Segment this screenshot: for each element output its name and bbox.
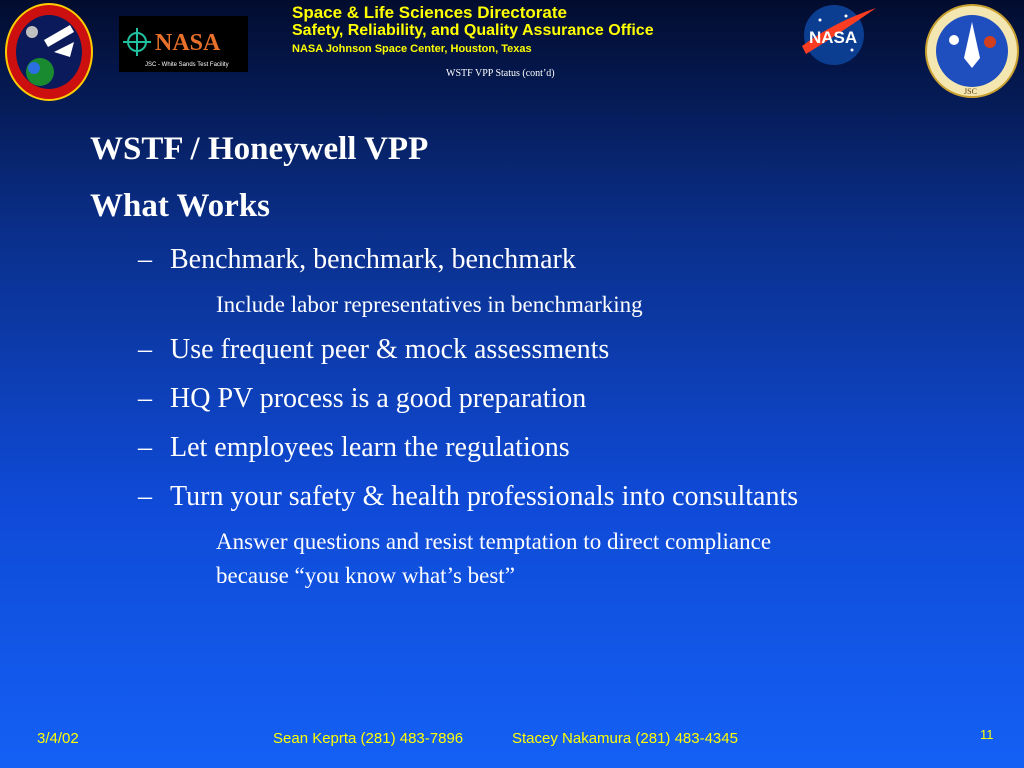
wstf-logo-text: NASA bbox=[155, 30, 221, 56]
bullet-item bbox=[138, 481, 798, 513]
bullet-text: Use frequent peer & mock assessments bbox=[170, 334, 610, 365]
bullet-text: Let employees learn the regulations bbox=[170, 432, 570, 463]
sr-qa-patch-icon bbox=[4, 2, 94, 102]
bullet-item bbox=[138, 334, 609, 366]
bullet-text: Benchmark, benchmark, benchmark bbox=[170, 244, 576, 275]
footer-contact-nakamura: Stacey Nakamura (281) 483-4345 bbox=[512, 730, 738, 747]
page-number: 11 bbox=[980, 727, 994, 742]
jsc-seal-icon bbox=[924, 2, 1020, 100]
heading-wstf-honeywell-vpp: WSTF / Honeywell VPP bbox=[90, 131, 429, 167]
wstf-logo-icon bbox=[119, 16, 248, 72]
nasa-logo-text: NASA bbox=[809, 28, 858, 47]
bullet-item bbox=[138, 244, 576, 276]
slide-subtitle: WSTF VPP Status (cont’d) bbox=[446, 68, 555, 79]
sub-bullet-item: Answer questions and resist temptation to direct compliance bbox=[216, 529, 772, 554]
org-line1: Space & Life Sciences Directorate bbox=[292, 3, 567, 22]
footer-contact-keprta: Sean Keprta (281) 483-7896 bbox=[273, 730, 464, 747]
bullet-dash: – bbox=[138, 432, 152, 463]
wstf-logo-subtext: JSC - White Sands Test Facility bbox=[145, 62, 229, 68]
bullet-dash: – bbox=[138, 334, 152, 365]
bullet-text: HQ PV process is a good preparation bbox=[170, 383, 587, 414]
org-line2: Safety, Reliability, and Quality Assurance Office bbox=[292, 22, 654, 39]
bullet-dash: – bbox=[138, 383, 152, 414]
bullet-dash: – bbox=[138, 244, 152, 275]
bullet-text: Turn your safety & health professionals into consultants bbox=[170, 481, 799, 512]
org-line3: NASA Johnson Space Center, Houston, Texas bbox=[292, 43, 532, 55]
nasa-meatball-icon bbox=[798, 2, 880, 68]
jsc-logo-text: JSC bbox=[964, 87, 977, 96]
heading-what-works: What Works bbox=[90, 188, 271, 224]
bullet-item bbox=[138, 383, 586, 415]
bullet-dash: – bbox=[138, 481, 152, 512]
sub-bullet-item: Include labor representatives in benchmarking bbox=[216, 292, 643, 317]
sub-bullet-item-continuation: because “you know what’s best” bbox=[216, 563, 515, 588]
header-bar bbox=[0, 0, 1024, 110]
bullet-item bbox=[138, 432, 570, 464]
footer-date: 3/4/02 bbox=[37, 730, 79, 747]
